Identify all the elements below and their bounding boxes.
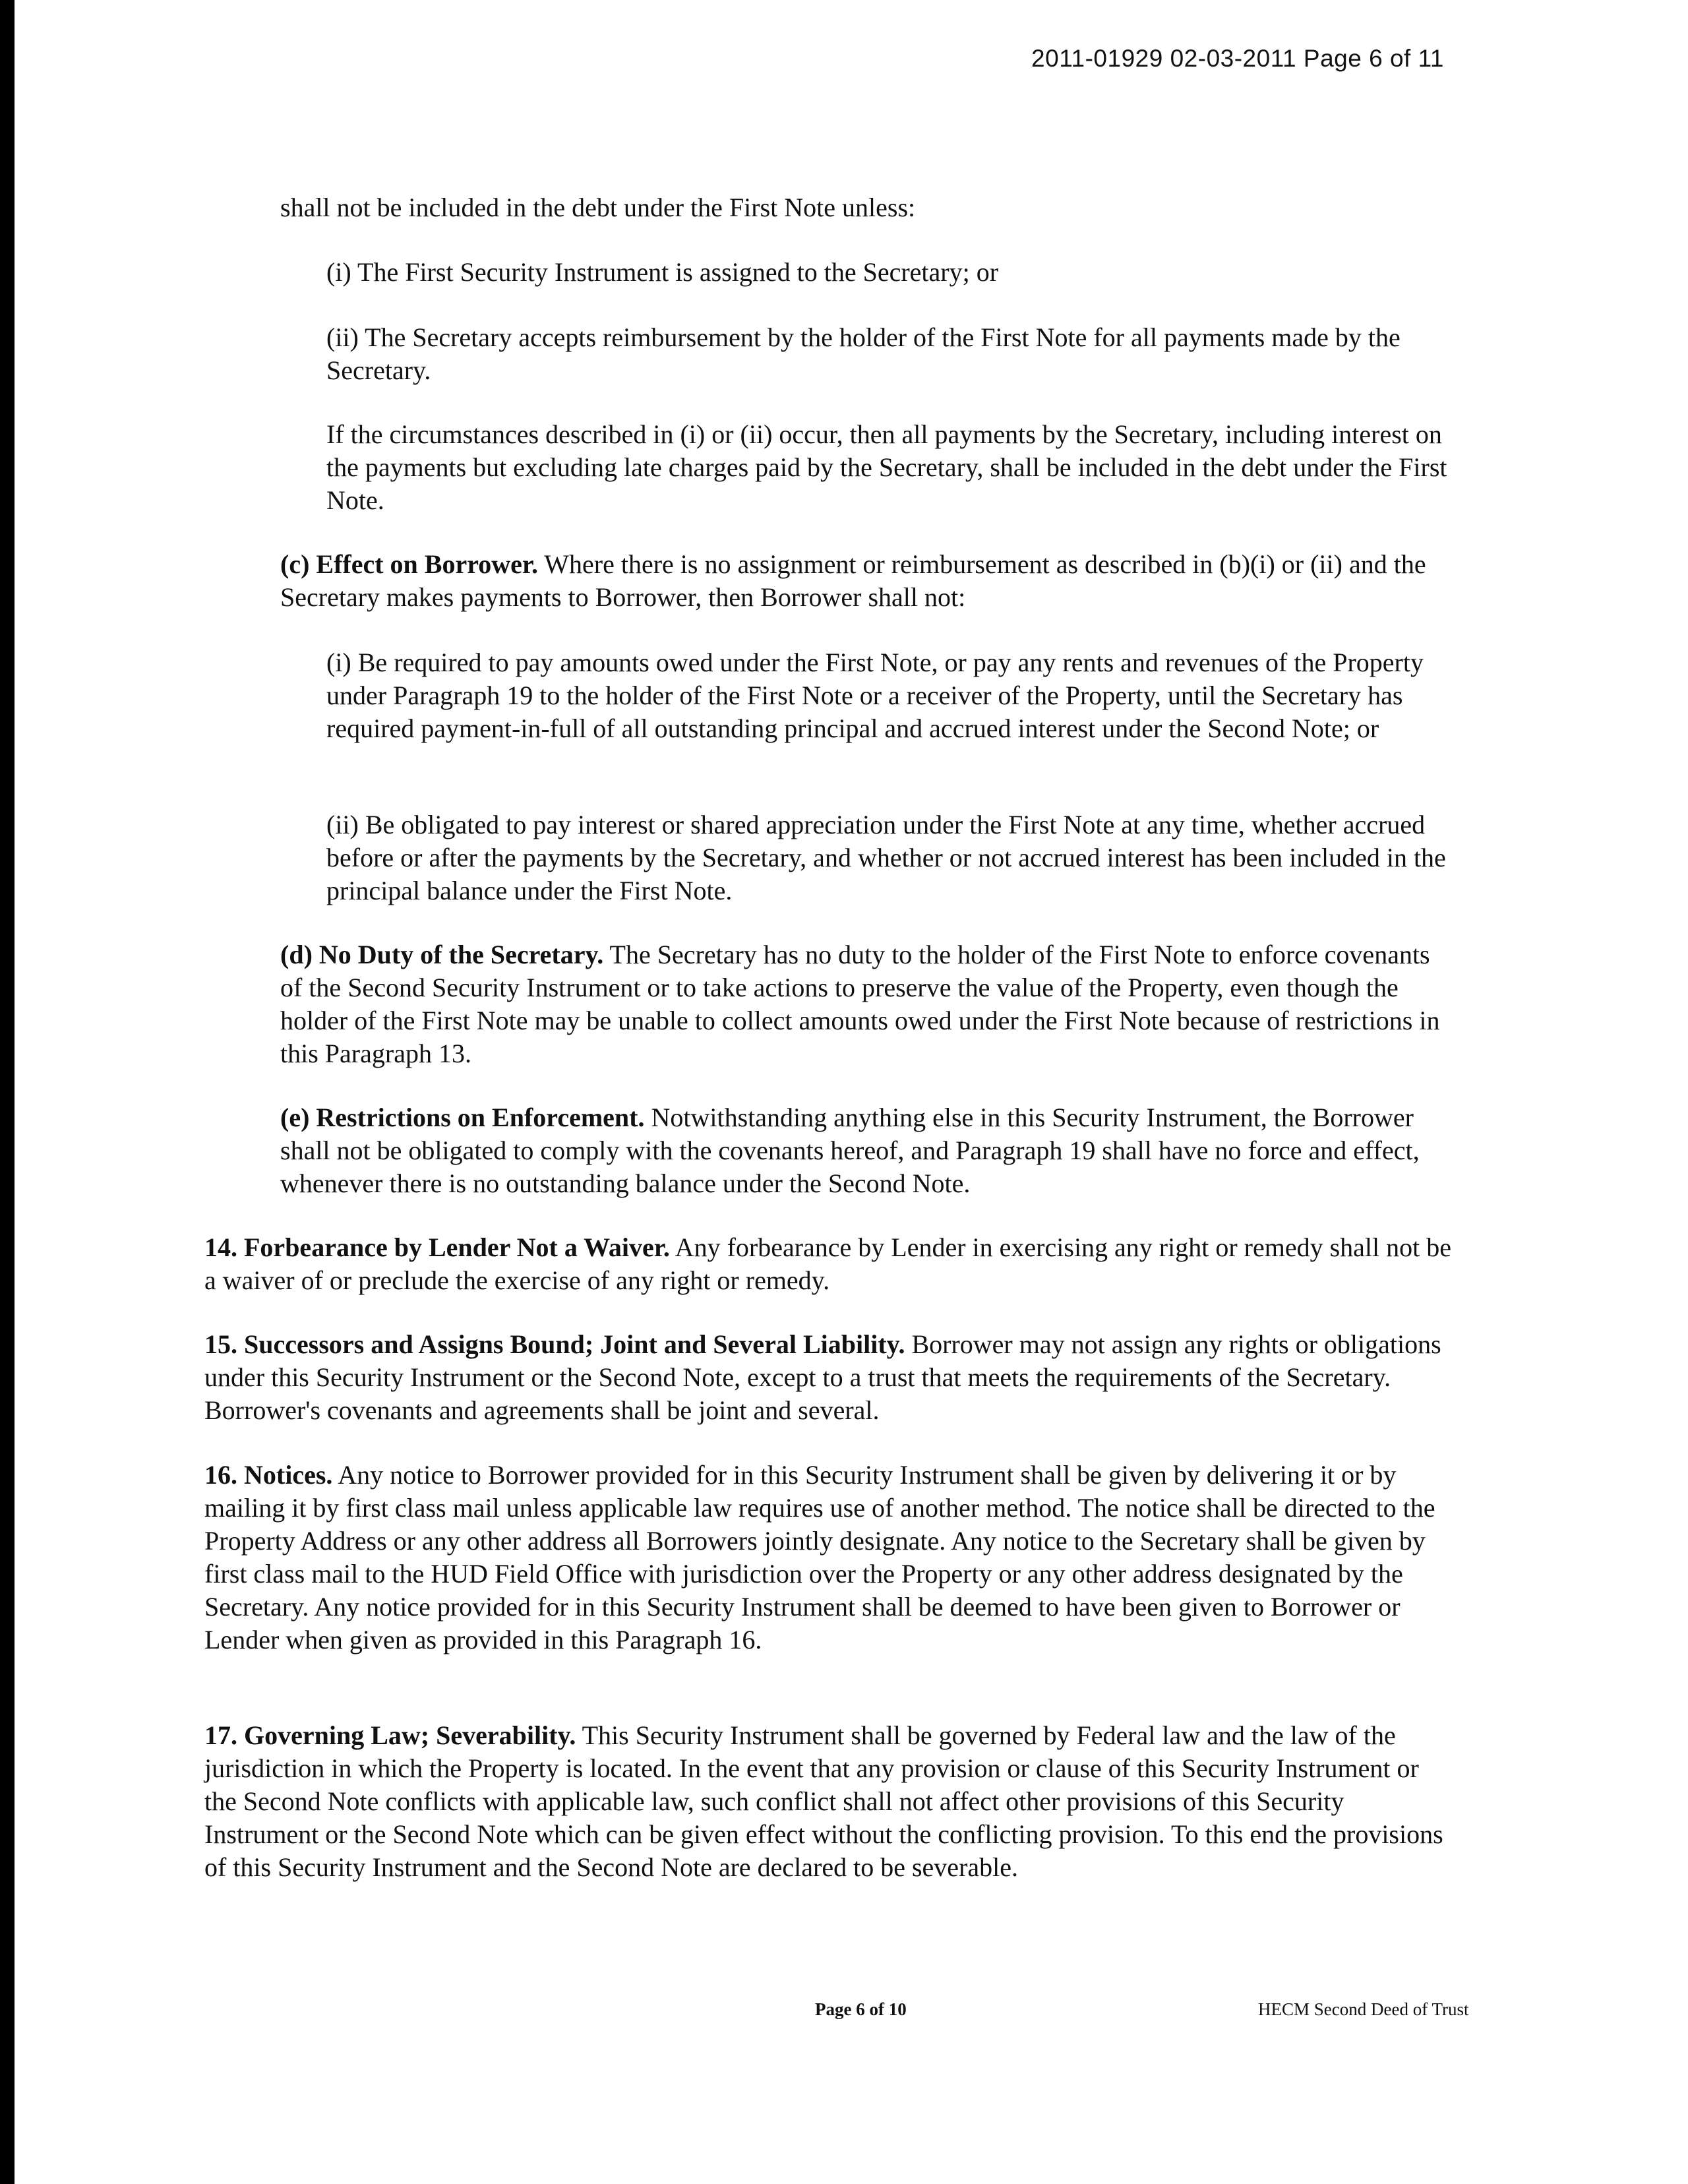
clause-c-ii: (ii) Be obligated to pay interest or shared appreciation under the First Note at any time, whether accrued before or after the payments by the Secretary, and whether or not accrued interest has been included in the principal balance under the First Note. bbox=[326, 810, 1446, 905]
continuation-text: shall not be included in the debt under the First Note unless: bbox=[280, 193, 916, 222]
paragraph-16 bbox=[204, 1459, 1457, 1656]
paragraph-16-text: Any notice to Borrower provided for in this Security Instrument shall be given by delivering it or by mailing it by first class mail unless applicable law requires use of another method. The notice shall be directed to the Property Address or any other address all Borrowers jointly designate. Any notice to the Secretary shall be given by first class mail to the HUD Field Office with jurisdiction over the Property or any other address designated by the Secretary. Any notice provided for in this Security Instrument shall be deemed to have been given to Borrower or Lender when given as provided in this Paragraph 16. bbox=[204, 1460, 1435, 1654]
clause-c-heading: (c) Effect on Borrower. bbox=[280, 549, 538, 579]
clause-e bbox=[280, 1101, 1457, 1200]
clause-e-heading: (e) Restrictions on Enforcement. bbox=[280, 1103, 645, 1132]
paragraph-14 bbox=[204, 1231, 1457, 1297]
clause-b-i: (i) The First Security Instrument is assigned to the Secretary; or bbox=[326, 257, 999, 287]
clause-d-text: The Secretary has no duty to the holder of the First Note to enforce covenants of the Second Security Instrument or to take actions to preserve the value of the Property, even though the holder of the First Note may be unable to collect amounts owed under the First Note because of restrictions in this Paragraph 13. bbox=[280, 940, 1440, 1068]
clause-b-circumstances: If the circumstances described in (i) or (ii) occur, then all payments by the Secretary, including interest on the payments but excluding late charges paid by the Secretary, shall be included in the debt under the First Note. bbox=[326, 419, 1447, 515]
clause-d-heading: (d) No Duty of the Secretary. bbox=[280, 940, 604, 969]
paragraph-15 bbox=[204, 1328, 1457, 1427]
clause-c-i: (i) Be required to pay amounts owed under the First Note, or pay any rents and revenues of the Property under Paragraph 19 to the holder of the First Note or a receiver of the Property, until the Secretary has required payment-in-full of all outstanding principal and accrued interest under the Second Note; or bbox=[326, 648, 1424, 743]
clause-e-text: Notwithstanding anything else in this Security Instrument, the Borrower shall not be obligated to comply with the covenants hereof, and Paragraph 19 shall have no force and effect, whenever there is no outstanding balance under the Second Note. bbox=[280, 1103, 1420, 1198]
paragraph-15-heading: 15. Successors and Assigns Bound; Joint and Several Liability. bbox=[204, 1329, 905, 1359]
clause-c-text: Where there is no assignment or reimbursement as described in (b)(i) or (ii) and the Secretary makes payments to Borrower, then Borrower shall not: bbox=[280, 549, 1426, 612]
recording-stamp: 2011-01929 02-03-2011 Page 6 of 11 bbox=[1031, 45, 1444, 72]
paragraph-14-heading: 14. Forbearance by Lender Not a Waiver. bbox=[204, 1232, 670, 1262]
clause-d bbox=[280, 938, 1457, 1070]
paragraph-15-text: Borrower may not assign any rights or obligations under this Security Instrument or the Second Note, except to a trust that meets the requirements of the Secretary. Borrower's covenants and agreements shall be joint and several. bbox=[204, 1329, 1441, 1425]
clause-c bbox=[280, 548, 1457, 614]
paragraph-17-heading: 17. Governing Law; Severability. bbox=[204, 1720, 576, 1750]
paragraph-17-text: This Security Instrument shall be governed by Federal law and the law of the jurisdiction in which the Property is located. In the event that any provision or clause of this Security Instrument or the Second Note conflicts with applicable law, such conflict shall not affect other provisions of this Security Instrument or the Second Note which can be given effect without the conflicting provision. To this end the provisions of this Security Instrument and the Second Note are declared to be severable. bbox=[204, 1720, 1443, 1882]
paragraph-16-heading: 16. Notices. bbox=[204, 1460, 333, 1490]
clause-b-ii: (ii) The Secretary accepts reimbursement by the holder of the First Note for all payments made by the Secretary. bbox=[326, 322, 1401, 385]
footer-page-number: Page 6 of 10 bbox=[815, 1999, 907, 2019]
paragraph-17 bbox=[204, 1719, 1457, 1884]
scan-edge bbox=[0, 0, 15, 2184]
paragraph-14-text: Any forbearance by Lender in exercising any right or remedy shall not be a waiver of or preclude the exercise of any right or remedy. bbox=[204, 1232, 1452, 1295]
footer-document-title: HECM Second Deed of Trust bbox=[1258, 1999, 1469, 2019]
